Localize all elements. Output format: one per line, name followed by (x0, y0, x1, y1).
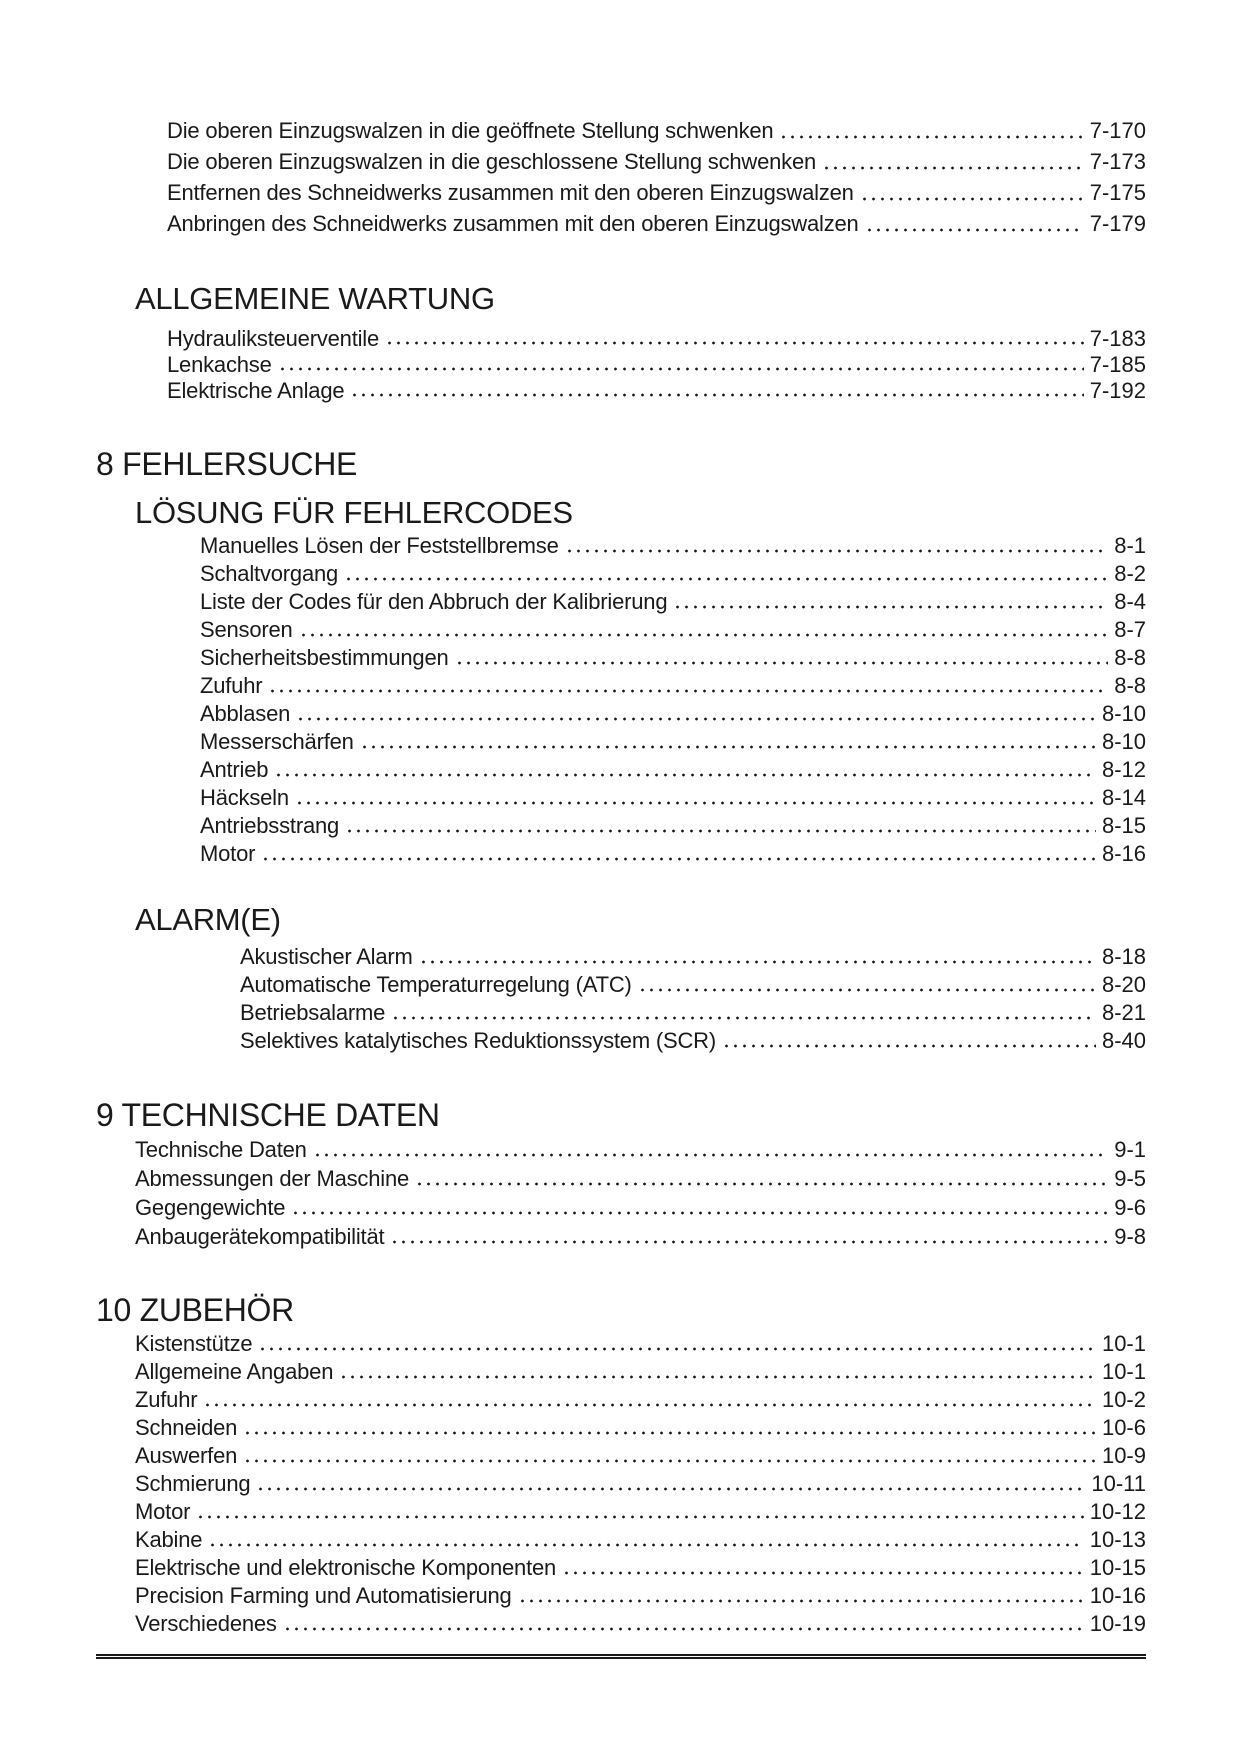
toc-group (96, 326, 1146, 404)
toc-entry-page: 9-6 (1114, 1195, 1146, 1220)
toc-entry-label: Anbaugerätekompatibilität (135, 1224, 385, 1249)
toc-entry-label: Anbringen des Schneidwerks zusammen mit den oberen Einzugswalzen (167, 211, 859, 236)
toc-entry-label: Selektives katalytisches Reduktionssystem (SCR) (240, 1028, 716, 1053)
toc-entry-page: 8-10 (1101, 729, 1146, 754)
dot-leader (418, 943, 1096, 971)
toc-entry-label: Motor (200, 841, 256, 866)
toc-entry-label: Verschiedenes (135, 1611, 277, 1636)
toc-entry[interactable] (200, 644, 1146, 672)
toc-entry[interactable] (167, 352, 1146, 378)
dot-leader (273, 756, 1096, 784)
dot-leader (454, 644, 1109, 672)
dot-leader (195, 1498, 1083, 1526)
dot-leader (384, 326, 1084, 352)
toc-entry-page: 8-14 (1101, 785, 1146, 810)
toc-entry-label: Manuelles Lösen der Feststellbremse (200, 533, 559, 558)
dot-leader (672, 588, 1108, 616)
dot-leader (242, 1414, 1096, 1442)
toc-group (96, 1135, 1146, 1251)
dot-leader (344, 812, 1096, 840)
toc-entry-label: Gegengewichte (135, 1195, 286, 1220)
toc-entry-page: 10-6 (1101, 1415, 1146, 1440)
dot-leader (561, 1554, 1084, 1582)
toc-entry[interactable] (240, 1027, 1146, 1055)
toc-entry-label: Schmierung (135, 1471, 251, 1496)
toc-entry-page: 8-18 (1101, 944, 1146, 969)
toc-entry-label: Schaltvorgang (200, 561, 339, 586)
toc-entry-label: Die oberen Einzugswalzen in die geschlossene Stellung schwenken (167, 149, 817, 174)
toc-entry-label: Auswerfen (135, 1443, 238, 1468)
toc-entry[interactable] (135, 1582, 1146, 1610)
toc-entry-page: 8-2 (1114, 561, 1146, 586)
dot-leader (721, 1027, 1096, 1055)
toc-entry-page: 8-21 (1101, 1000, 1146, 1025)
toc-entry[interactable] (135, 1135, 1146, 1164)
toc-entry-label: Allgemeine Angaben (135, 1359, 334, 1384)
toc-entry-label: Antriebsstrang (200, 813, 340, 838)
toc-entry-page: 7-175 (1089, 180, 1146, 205)
section-heading: LÖSUNG FÜR FEHLERCODES (135, 495, 573, 530)
dot-leader (517, 1582, 1084, 1610)
toc-entry[interactable] (135, 1610, 1146, 1638)
toc-entry-label: Technische Daten (135, 1137, 307, 1162)
toc-entry-label: Elektrische Anlage (167, 378, 345, 403)
toc-entry-page: 10-12 (1089, 1499, 1146, 1524)
chapter-heading: 9 TECHNISCHE DATEN (96, 1097, 440, 1133)
toc-entry[interactable] (200, 532, 1146, 560)
toc-group (96, 532, 1146, 868)
toc-entry[interactable] (135, 1193, 1146, 1222)
dot-leader (343, 560, 1108, 588)
toc-entry-page: 8-20 (1101, 972, 1146, 997)
toc-entry-page: 10-16 (1089, 1583, 1146, 1608)
toc-entry-label: Automatische Temperaturregelung (ATC) (240, 972, 632, 997)
toc-entry-page: 7-173 (1089, 149, 1146, 174)
toc-entry[interactable] (200, 672, 1146, 700)
toc-entry-label: Abblasen (200, 701, 291, 726)
dot-leader (295, 700, 1096, 728)
toc-entry-page: 8-40 (1101, 1028, 1146, 1053)
dot-leader (257, 1330, 1096, 1358)
toc-entry-label: Sensoren (200, 617, 293, 642)
toc-entry-page: 10-2 (1101, 1387, 1146, 1412)
toc-entry-page: 8-8 (1114, 645, 1146, 670)
toc-entry-page: 10-13 (1089, 1527, 1146, 1552)
toc-entry-page: 7-185 (1089, 352, 1146, 377)
toc-entry[interactable] (167, 177, 1146, 208)
dot-leader (338, 1358, 1096, 1386)
toc-entry-page: 8-1 (1114, 533, 1146, 558)
toc-entry-label: Schneiden (135, 1415, 238, 1440)
dot-leader (267, 672, 1108, 700)
toc-entry-page: 10-1 (1101, 1359, 1146, 1384)
dot-leader (282, 1610, 1084, 1638)
toc-entry-label: Antrieb (200, 757, 269, 782)
toc-entry-page: 7-170 (1089, 118, 1146, 143)
toc-entry-label: Zufuhr (200, 673, 263, 698)
section-heading: ALLGEMEINE WARTUNG (135, 281, 495, 316)
toc-entry[interactable] (200, 700, 1146, 728)
toc-entry[interactable] (167, 326, 1146, 352)
toc-entry-label: Kistenstütze (135, 1331, 253, 1356)
dot-leader (312, 1135, 1109, 1164)
toc-entry[interactable] (135, 1358, 1146, 1386)
toc-entry-page: 8-16 (1101, 841, 1146, 866)
toc-entry-page: 8-10 (1101, 701, 1146, 726)
toc-entry[interactable] (135, 1414, 1146, 1442)
toc-entry[interactable] (167, 146, 1146, 177)
dot-leader (778, 115, 1083, 146)
dot-leader (389, 1222, 1108, 1251)
toc-group (96, 1330, 1146, 1638)
toc-entry-page: 10-15 (1089, 1555, 1146, 1580)
dot-leader (277, 352, 1084, 378)
chapter-heading: 8 FEHLERSUCHE (96, 446, 358, 482)
toc-entry[interactable] (240, 999, 1146, 1027)
toc-entry[interactable] (135, 1470, 1146, 1498)
toc-entry[interactable] (167, 115, 1146, 146)
footer-rule (96, 1654, 1146, 1659)
toc-entry-label: Sicherheitsbestimmungen (200, 645, 449, 670)
toc-entry[interactable] (167, 208, 1146, 239)
toc-entry[interactable] (135, 1498, 1146, 1526)
toc (96, 115, 1146, 1638)
dot-leader (821, 146, 1084, 177)
dot-leader (294, 784, 1096, 812)
toc-entry-label: Messerschärfen (200, 729, 354, 754)
toc-entry[interactable] (200, 616, 1146, 644)
toc-entry-label: Motor (135, 1499, 191, 1524)
dot-leader (390, 999, 1096, 1027)
toc-entry[interactable] (135, 1554, 1146, 1582)
toc-entry[interactable] (200, 728, 1146, 756)
dot-leader (564, 532, 1109, 560)
toc-entry-page: 9-1 (1114, 1137, 1146, 1162)
toc-entry-label: Abmessungen der Maschine (135, 1166, 410, 1191)
toc-entry-page: 9-8 (1114, 1224, 1146, 1249)
toc-entry[interactable] (240, 971, 1146, 999)
toc-entry-page: 10-1 (1101, 1331, 1146, 1356)
toc-entry-label: Entfernen des Schneidwerks zusammen mit den oberen Einzugswalzen (167, 180, 854, 205)
toc-entry-label: Kabine (135, 1527, 203, 1552)
toc-entry-label: Zufuhr (135, 1387, 198, 1412)
toc-entry-page: 8-7 (1114, 617, 1146, 642)
toc-entry-page: 8-15 (1101, 813, 1146, 838)
toc-entry-label: Lenkachse (167, 352, 272, 377)
toc-entry[interactable] (135, 1164, 1146, 1193)
dot-leader (864, 208, 1084, 239)
toc-entry[interactable] (200, 784, 1146, 812)
toc-entry[interactable] (135, 1526, 1146, 1554)
toc-group (96, 115, 1146, 239)
toc-entry-page: 8-12 (1101, 757, 1146, 782)
toc-entry-label: Precision Farming und Automatisierung (135, 1583, 512, 1608)
section-heading: ALARM(E) (135, 902, 281, 937)
toc-entry-label: Liste der Codes für den Abbruch der Kalibrierung (200, 589, 668, 614)
dot-leader (637, 971, 1096, 999)
toc-entry-page: 8-4 (1114, 589, 1146, 614)
toc-entry-page: 10-11 (1091, 1471, 1146, 1496)
dot-leader (359, 728, 1096, 756)
dot-leader (414, 1164, 1108, 1193)
toc-entry[interactable] (200, 588, 1146, 616)
toc-entry-page: 10-19 (1089, 1611, 1146, 1636)
toc-entry-label: Akustischer Alarm (240, 944, 413, 969)
dot-leader (255, 1470, 1085, 1498)
toc-entry[interactable] (135, 1222, 1146, 1251)
dot-leader (207, 1526, 1083, 1554)
chapter-heading: 10 ZUBEHÖR (96, 1292, 294, 1328)
dot-leader (260, 840, 1096, 868)
toc-entry-label: Betriebsalarme (240, 1000, 386, 1025)
toc-entry-page: 7-192 (1089, 378, 1146, 403)
toc-entry-page: 8-8 (1114, 673, 1146, 698)
dot-leader (202, 1386, 1096, 1414)
toc-entry[interactable] (200, 560, 1146, 588)
toc-entry[interactable] (135, 1442, 1146, 1470)
toc-entry-label: Die oberen Einzugswalzen in die geöffnete Stellung schwenken (167, 118, 774, 143)
toc-entry-page: 7-183 (1089, 326, 1146, 351)
toc-entry-label: Elektrische und elektronische Komponenten (135, 1555, 557, 1580)
dot-leader (298, 616, 1109, 644)
toc-entry-page: 10-9 (1101, 1443, 1146, 1468)
toc-entry-page: 9-5 (1114, 1166, 1146, 1191)
toc-entry[interactable] (200, 812, 1146, 840)
toc-group (96, 943, 1146, 1055)
toc-entry-label: Hydrauliksteuerventile (167, 326, 380, 351)
dot-leader (349, 378, 1083, 404)
toc-entry[interactable] (200, 756, 1146, 784)
dot-leader (290, 1193, 1108, 1222)
toc-entry[interactable] (135, 1386, 1146, 1414)
toc-entry[interactable] (240, 943, 1146, 971)
toc-entry[interactable] (135, 1330, 1146, 1358)
toc-entry[interactable] (200, 840, 1146, 868)
toc-entry-label: Häckseln (200, 785, 289, 810)
toc-entry-page: 7-179 (1089, 211, 1146, 236)
dot-leader (242, 1442, 1096, 1470)
toc-entry[interactable] (167, 378, 1146, 404)
dot-leader (859, 177, 1084, 208)
